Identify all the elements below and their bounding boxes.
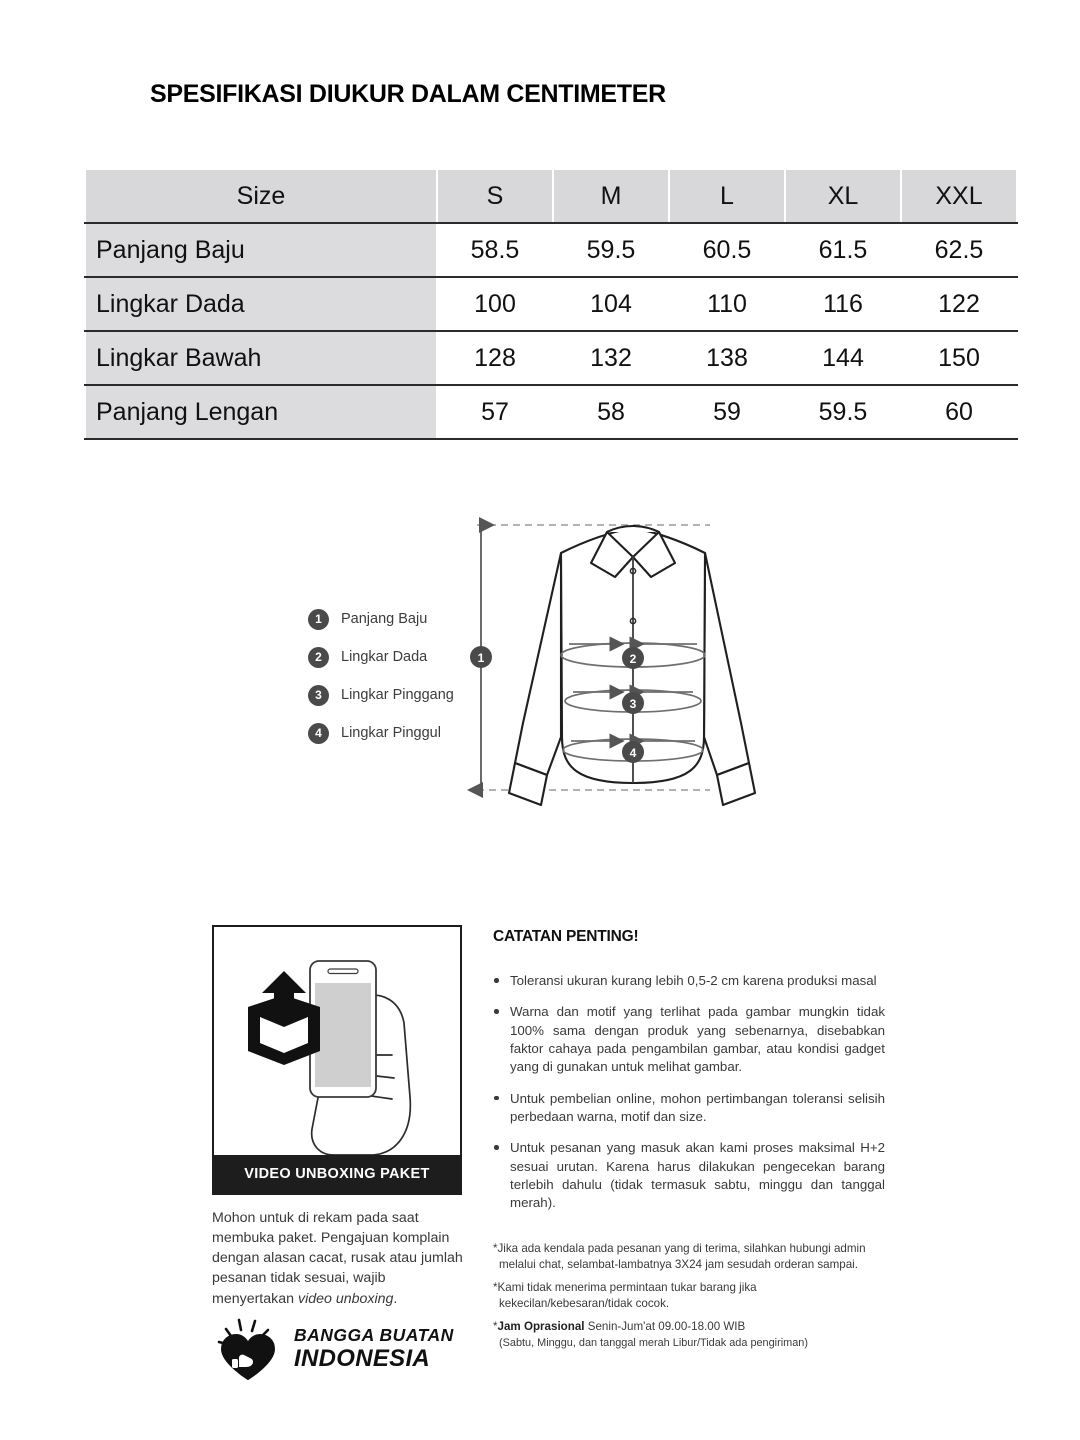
notes-title: CATATAN PENTING! bbox=[493, 928, 639, 945]
diagram-marker-1: 1 bbox=[477, 651, 485, 665]
diagram-marker-2: 2 bbox=[629, 652, 637, 666]
table-cell: 132 bbox=[553, 331, 669, 385]
table-cell: 61.5 bbox=[785, 223, 901, 277]
row-label: Lingkar Dada bbox=[85, 277, 437, 331]
row-label: Panjang Lengan bbox=[85, 385, 437, 439]
number-badge-1-icon: 1 bbox=[308, 609, 329, 630]
notes-bullet-list bbox=[493, 972, 885, 1213]
column-header-l: L bbox=[669, 170, 785, 223]
table-cell: 59 bbox=[669, 385, 785, 439]
unboxing-caption bbox=[212, 1208, 470, 1309]
list-item: Toleransi ukuran kurang lebih 0,5-2 cm karena produksi masal bbox=[493, 972, 885, 990]
table-cell: 62.5 bbox=[901, 223, 1017, 277]
list-item: Untuk pesanan yang masuk akan kami proses maksimal H+2 sesuai urutan. Karena harus dilakukan pengecekan barang terlebih dahulu (tidak termasuk sabtu, minggu dan tanggal merah). bbox=[493, 1139, 885, 1212]
table-cell: 122 bbox=[901, 277, 1017, 331]
row-label: Lingkar Bawah bbox=[85, 331, 437, 385]
legend-label: Lingkar Dada bbox=[341, 649, 428, 665]
table-cell: 58 bbox=[553, 385, 669, 439]
number-badge-4-icon: 4 bbox=[308, 723, 329, 744]
column-header-xxl: XXL bbox=[901, 170, 1017, 223]
table-row bbox=[85, 277, 1017, 331]
table-row bbox=[85, 223, 1017, 277]
table-cell: 59.5 bbox=[553, 223, 669, 277]
important-notes-section bbox=[493, 928, 885, 1358]
diagram-marker-3: 3 bbox=[629, 697, 637, 711]
unboxing-caption-part2: . bbox=[393, 1290, 398, 1307]
legend-label: Panjang Baju bbox=[341, 611, 428, 627]
bangga-text-block bbox=[294, 1327, 454, 1371]
unboxing-caption-italic: video unboxing bbox=[297, 1290, 394, 1307]
footnote-exchange: *Kami tidak menerima permintaan tukar barang jika kekecilan/kebesaran/tidak cocok. bbox=[493, 1280, 757, 1310]
footnote-operational-sub: (Sabtu, Minggu, dan tanggal merah Libur/Tidak ada pengiriman) bbox=[499, 1336, 808, 1349]
table-cell: 144 bbox=[785, 331, 901, 385]
table-cell: 57 bbox=[437, 385, 553, 439]
legend-label: Lingkar Pinggang bbox=[341, 687, 454, 703]
table-header-row bbox=[85, 170, 1017, 223]
table-row bbox=[85, 385, 1017, 439]
column-header-m: M bbox=[553, 170, 669, 223]
footnote-operational-label: Jam Oprasional bbox=[497, 1319, 585, 1333]
shirt-illustration-icon bbox=[465, 505, 805, 830]
unboxing-illustration bbox=[214, 927, 460, 1155]
measurement-diagram bbox=[280, 505, 820, 835]
bangga-buatan-indonesia-logo bbox=[212, 1310, 472, 1388]
video-unboxing-card bbox=[212, 925, 462, 1195]
table-cell: 60.5 bbox=[669, 223, 785, 277]
size-chart-table-wrapper bbox=[84, 170, 1016, 440]
diagram-marker-4: 4 bbox=[629, 746, 637, 760]
table-cell: 116 bbox=[785, 277, 901, 331]
table-cell: 60 bbox=[901, 385, 1017, 439]
table-cell: 58.5 bbox=[437, 223, 553, 277]
unboxing-caption-part1: Mohon untuk di rekam pada saat membuka paket. Pengajuan komplain dengan alasan cacat, rusak atau jumlah pesanan tidak sesuai, wajib menyertakan bbox=[212, 1210, 463, 1307]
hand-holding-phone-icon bbox=[214, 927, 460, 1155]
heart-thumbs-up-icon bbox=[212, 1315, 284, 1383]
table-cell: 128 bbox=[437, 331, 553, 385]
number-badge-3-icon: 3 bbox=[308, 685, 329, 706]
legend-label: Lingkar Pinggul bbox=[341, 725, 441, 741]
column-header-size: Size bbox=[85, 170, 437, 223]
footnote-operational-hours bbox=[493, 1319, 885, 1351]
number-badge-2-icon: 2 bbox=[308, 647, 329, 668]
table-cell: 110 bbox=[669, 277, 785, 331]
list-item: Untuk pembelian online, mohon pertimbangan toleransi selisih perbedaan warna, motif dan size. bbox=[493, 1090, 885, 1127]
size-chart-table bbox=[84, 170, 1018, 440]
table-cell: 104 bbox=[553, 277, 669, 331]
video-unboxing-label: VIDEO UNBOXING PAKET bbox=[214, 1155, 460, 1193]
footnote-operational-value: Senin-Jum'at 09.00-18.00 WIB bbox=[584, 1319, 746, 1333]
table-cell: 100 bbox=[437, 277, 553, 331]
table-cell: 59.5 bbox=[785, 385, 901, 439]
bangga-line-1: BANGGA BUATAN bbox=[294, 1325, 454, 1346]
list-item: Warna dan motif yang terlihat pada gambar mungkin tidak 100% sama dengan produk yang sebenarnya, disebabkan faktor cahaya pada pengambilan gambar, atau kondisi gadget yang di gunakan untuk melihat gambar. bbox=[493, 1003, 885, 1076]
table-cell: 150 bbox=[901, 331, 1017, 385]
footnote-complaint: *Jika ada kendala pada pesanan yang di terima, silahkan hubungi admin melalui chat, selambat-lambatnya 3X24 jam sesudah orderan sampai. bbox=[493, 1241, 866, 1271]
footnotes bbox=[493, 1241, 885, 1351]
table-row bbox=[85, 331, 1017, 385]
table-cell: 138 bbox=[669, 331, 785, 385]
bangga-line-2: INDONESIA bbox=[294, 1344, 431, 1372]
row-label: Panjang Baju bbox=[85, 223, 437, 277]
page-title: SPESIFIKASI DIUKUR DALAM CENTIMETER bbox=[150, 80, 666, 108]
column-header-xl: XL bbox=[785, 170, 901, 223]
footnote-star: * bbox=[493, 1319, 498, 1333]
column-header-s: S bbox=[437, 170, 553, 223]
